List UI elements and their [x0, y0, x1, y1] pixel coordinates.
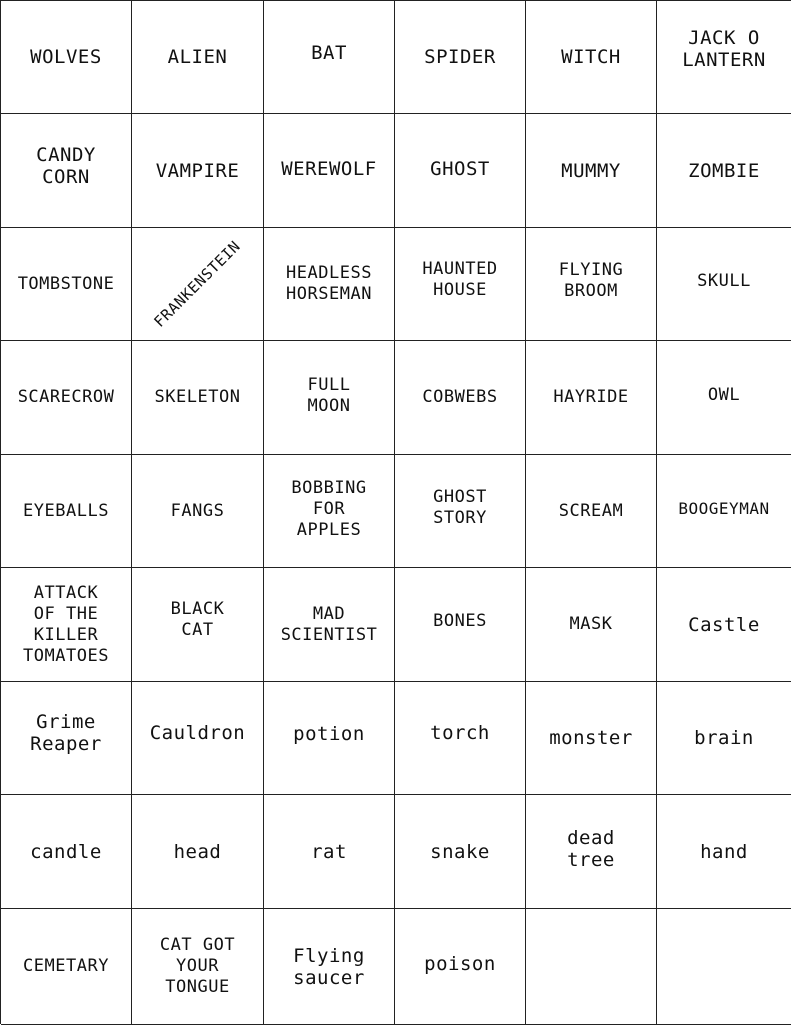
bingo-cell: [264, 341, 395, 455]
bingo-cell: [526, 455, 657, 568]
bingo-cell: [132, 114, 264, 228]
bingo-cell: [132, 568, 264, 682]
cell-label: SPIDER: [424, 46, 496, 68]
cell-label: rat: [311, 840, 347, 863]
cell-label: BOBBING FOR APPLES: [291, 477, 367, 540]
cell-label: MAD SCIENTIST: [280, 603, 378, 645]
bingo-cell: [132, 341, 264, 455]
cell-label: GHOST STORY: [433, 487, 487, 528]
bingo-cell: [657, 682, 791, 795]
cell-label: WOLVES: [30, 46, 102, 68]
bingo-cell: [526, 909, 657, 1025]
cell-label: SKELETON: [154, 387, 241, 407]
bingo-cell: [1, 455, 132, 568]
cell-label: BOOGEYMAN: [678, 498, 770, 518]
cell-label: HAUNTED HOUSE: [422, 259, 498, 300]
bingo-cell: [132, 455, 264, 568]
cell-label: brain: [694, 727, 754, 749]
cell-label: EYEBALLS: [23, 500, 109, 521]
bingo-cell: [264, 795, 395, 909]
bingo-cell: [395, 455, 526, 568]
cell-label: potion: [293, 723, 365, 745]
bingo-cell: [264, 909, 395, 1025]
bingo-cell: [1, 909, 132, 1025]
cell-label: GHOST: [430, 157, 490, 180]
cell-label: CAT GOT YOUR TONGUE: [159, 935, 236, 997]
cell-label: monster: [549, 727, 633, 749]
bingo-cell: [264, 455, 395, 568]
cell-label: TOMBSTONE: [17, 273, 115, 294]
cell-label: MASK: [569, 614, 613, 634]
bingo-cell: [395, 909, 526, 1025]
bingo-cell: [395, 114, 526, 228]
cell-label: Cauldron: [149, 722, 246, 744]
cell-label: HEADLESS HORSEMAN: [286, 263, 372, 304]
bingo-cell: [1, 114, 132, 228]
bingo-cell: [657, 341, 791, 455]
bingo-cell: [1, 682, 132, 795]
bingo-cell: [526, 114, 657, 228]
cell-label: CANDY CORN: [36, 143, 96, 188]
cell-label: WITCH: [561, 46, 621, 68]
cell-label: poison: [424, 952, 496, 975]
bingo-cell: [657, 795, 791, 909]
bingo-cell: [657, 114, 791, 228]
cell-label: torch: [430, 722, 490, 744]
cell-label: MUMMY: [561, 159, 621, 182]
cell-label: SCREAM: [558, 500, 624, 521]
bingo-cell: [526, 228, 657, 341]
cell-label: Castle: [688, 613, 760, 636]
bingo-cell: [657, 228, 791, 341]
bingo-cell: [132, 1, 264, 114]
cell-label: SCARECROW: [17, 387, 115, 407]
cell-label: hand: [700, 840, 748, 863]
cell-label: FANGS: [170, 500, 225, 521]
bingo-cell: [132, 228, 264, 341]
bingo-cell: [657, 455, 791, 568]
cell-label: HAYRIDE: [553, 387, 629, 407]
bingo-cell: [264, 568, 395, 682]
bingo-cell: [132, 795, 264, 909]
cell-label: ZOMBIE: [688, 159, 760, 182]
bingo-cell: [264, 1, 395, 114]
bingo-cell: [395, 568, 526, 682]
cell-label: head: [173, 840, 222, 863]
bingo-cell: [1, 795, 132, 909]
cell-label: JACK O LANTERN: [682, 27, 766, 71]
cell-label: CEMETARY: [23, 956, 109, 976]
cell-label: BLACK CAT: [170, 598, 225, 640]
cell-label: candle: [30, 840, 102, 863]
cell-label: COBWEBS: [422, 387, 498, 407]
bingo-cell: [264, 682, 395, 795]
bingo-cell: [395, 795, 526, 909]
bingo-cell: [264, 114, 395, 228]
cell-label: WEREWOLF: [281, 157, 377, 180]
cell-label: FLYING BROOM: [558, 260, 624, 301]
cell-label: FRANKENSTEIN: [150, 237, 245, 331]
bingo-cell: [526, 568, 657, 682]
bingo-cell: [395, 1, 526, 114]
bingo-cell: [264, 228, 395, 341]
bingo-cell: [657, 568, 791, 682]
cell-label: BONES: [433, 611, 487, 631]
cell-label: ATTACK OF THE KILLER TOMATOES: [23, 582, 109, 666]
bingo-cell: [395, 228, 526, 341]
bingo-cell: [657, 1, 791, 114]
bingo-cell: [657, 909, 791, 1025]
bingo-cell: [526, 682, 657, 795]
bingo-cell: [526, 1, 657, 114]
bingo-cell: [395, 341, 526, 455]
bingo-cell: [526, 795, 657, 909]
bingo-cell: [395, 682, 526, 795]
cell-label: Grime Reaper: [30, 711, 102, 755]
bingo-cell: [1, 1, 132, 114]
cell-label: ALIEN: [167, 46, 228, 68]
cell-label: BAT: [311, 42, 347, 64]
bingo-cell: [1, 228, 132, 341]
cell-label: VAMPIRE: [155, 159, 240, 182]
cell-label: FULL MOON: [307, 374, 351, 416]
cell-label: snake: [430, 840, 490, 863]
bingo-cell: [132, 909, 264, 1025]
cell-label: OWL: [707, 385, 741, 405]
cell-label: Flying saucer: [293, 944, 365, 989]
bingo-cell: [1, 341, 132, 455]
bingo-cell: [1, 568, 132, 682]
cell-label: SKULL: [697, 270, 751, 291]
cell-label: dead tree: [567, 826, 615, 871]
bingo-cell: [132, 682, 264, 795]
bingo-cell: [526, 341, 657, 455]
